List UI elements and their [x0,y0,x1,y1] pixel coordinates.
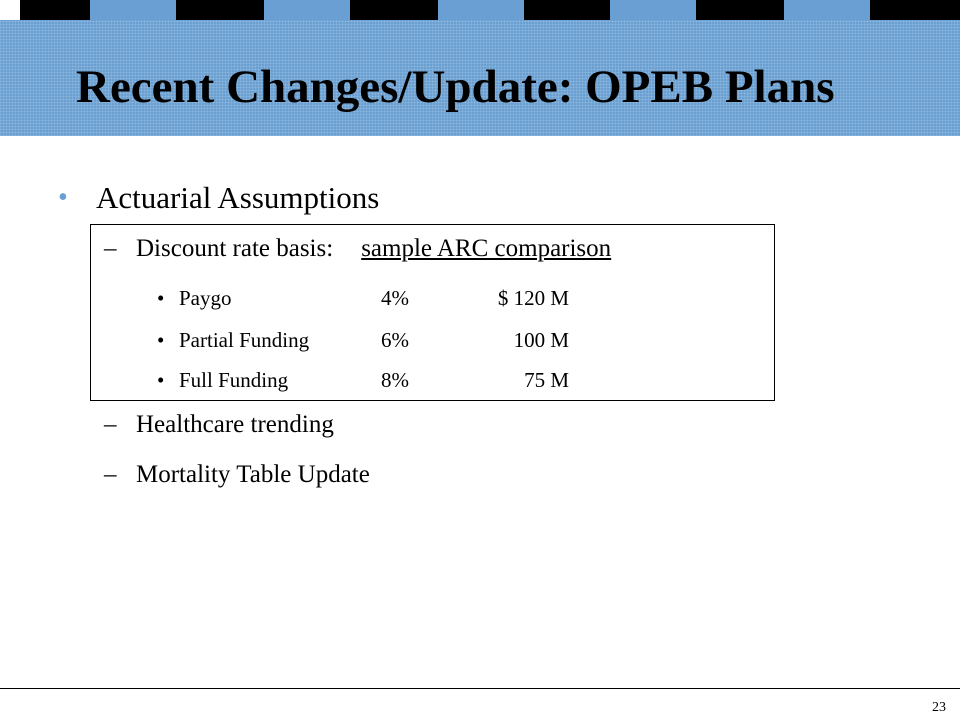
plan-name: Partial Funding [179,327,310,352]
footer-divider [0,688,960,689]
arc-amount: $ 120 M [497,285,569,310]
band-segment [696,0,784,20]
band-segment [610,0,696,20]
list-item-partial-funding [157,325,569,355]
plan-name: Paygo [179,285,232,310]
plan-name: Full Funding [179,367,289,392]
dash-marker: – [104,461,117,488]
list-item-paygo [157,283,569,313]
sub-item-text: Mortality Table Update [136,461,370,488]
slide-title: Recent Changes/Update: OPEB Plans [76,61,835,113]
band-segment [438,0,524,20]
band-segment [350,0,438,20]
discount-rate-value: 4% [381,285,409,310]
band-segment [90,0,176,20]
bullet-dot-icon: • [58,182,68,213]
dash-marker: – [104,235,117,262]
band-segment [0,0,20,20]
main-bullet [58,176,379,220]
discount-rate-value: 6% [381,327,409,352]
sub-item-text: Healthcare trending [136,411,334,438]
bullet-dot-icon: • [157,367,165,392]
dash-marker: – [104,411,117,438]
discount-rate-value: 8% [381,367,409,392]
arc-amount: 75 M [524,367,569,392]
bullet-dot-icon: • [157,285,165,310]
discount-rate-row [104,229,611,269]
main-bullet-text: Actuarial Assumptions [96,180,380,215]
band-segment [524,0,610,20]
list-item-full-funding [157,365,569,395]
band-segment [784,0,870,20]
band-segment [20,0,90,20]
top-decorative-band [0,0,960,20]
band-segment [264,0,350,20]
list-item-healthcare-trending [104,405,334,445]
bullet-dot-icon: • [157,327,165,352]
band-segment [176,0,264,20]
page-number: 23 [932,700,946,715]
arc-comparison-heading: sample ARC comparison [361,235,612,262]
band-segment [870,0,960,20]
list-item-mortality-table [104,455,370,495]
arc-amount: 100 M [513,327,569,352]
discount-rate-label: Discount rate basis: [136,235,334,262]
